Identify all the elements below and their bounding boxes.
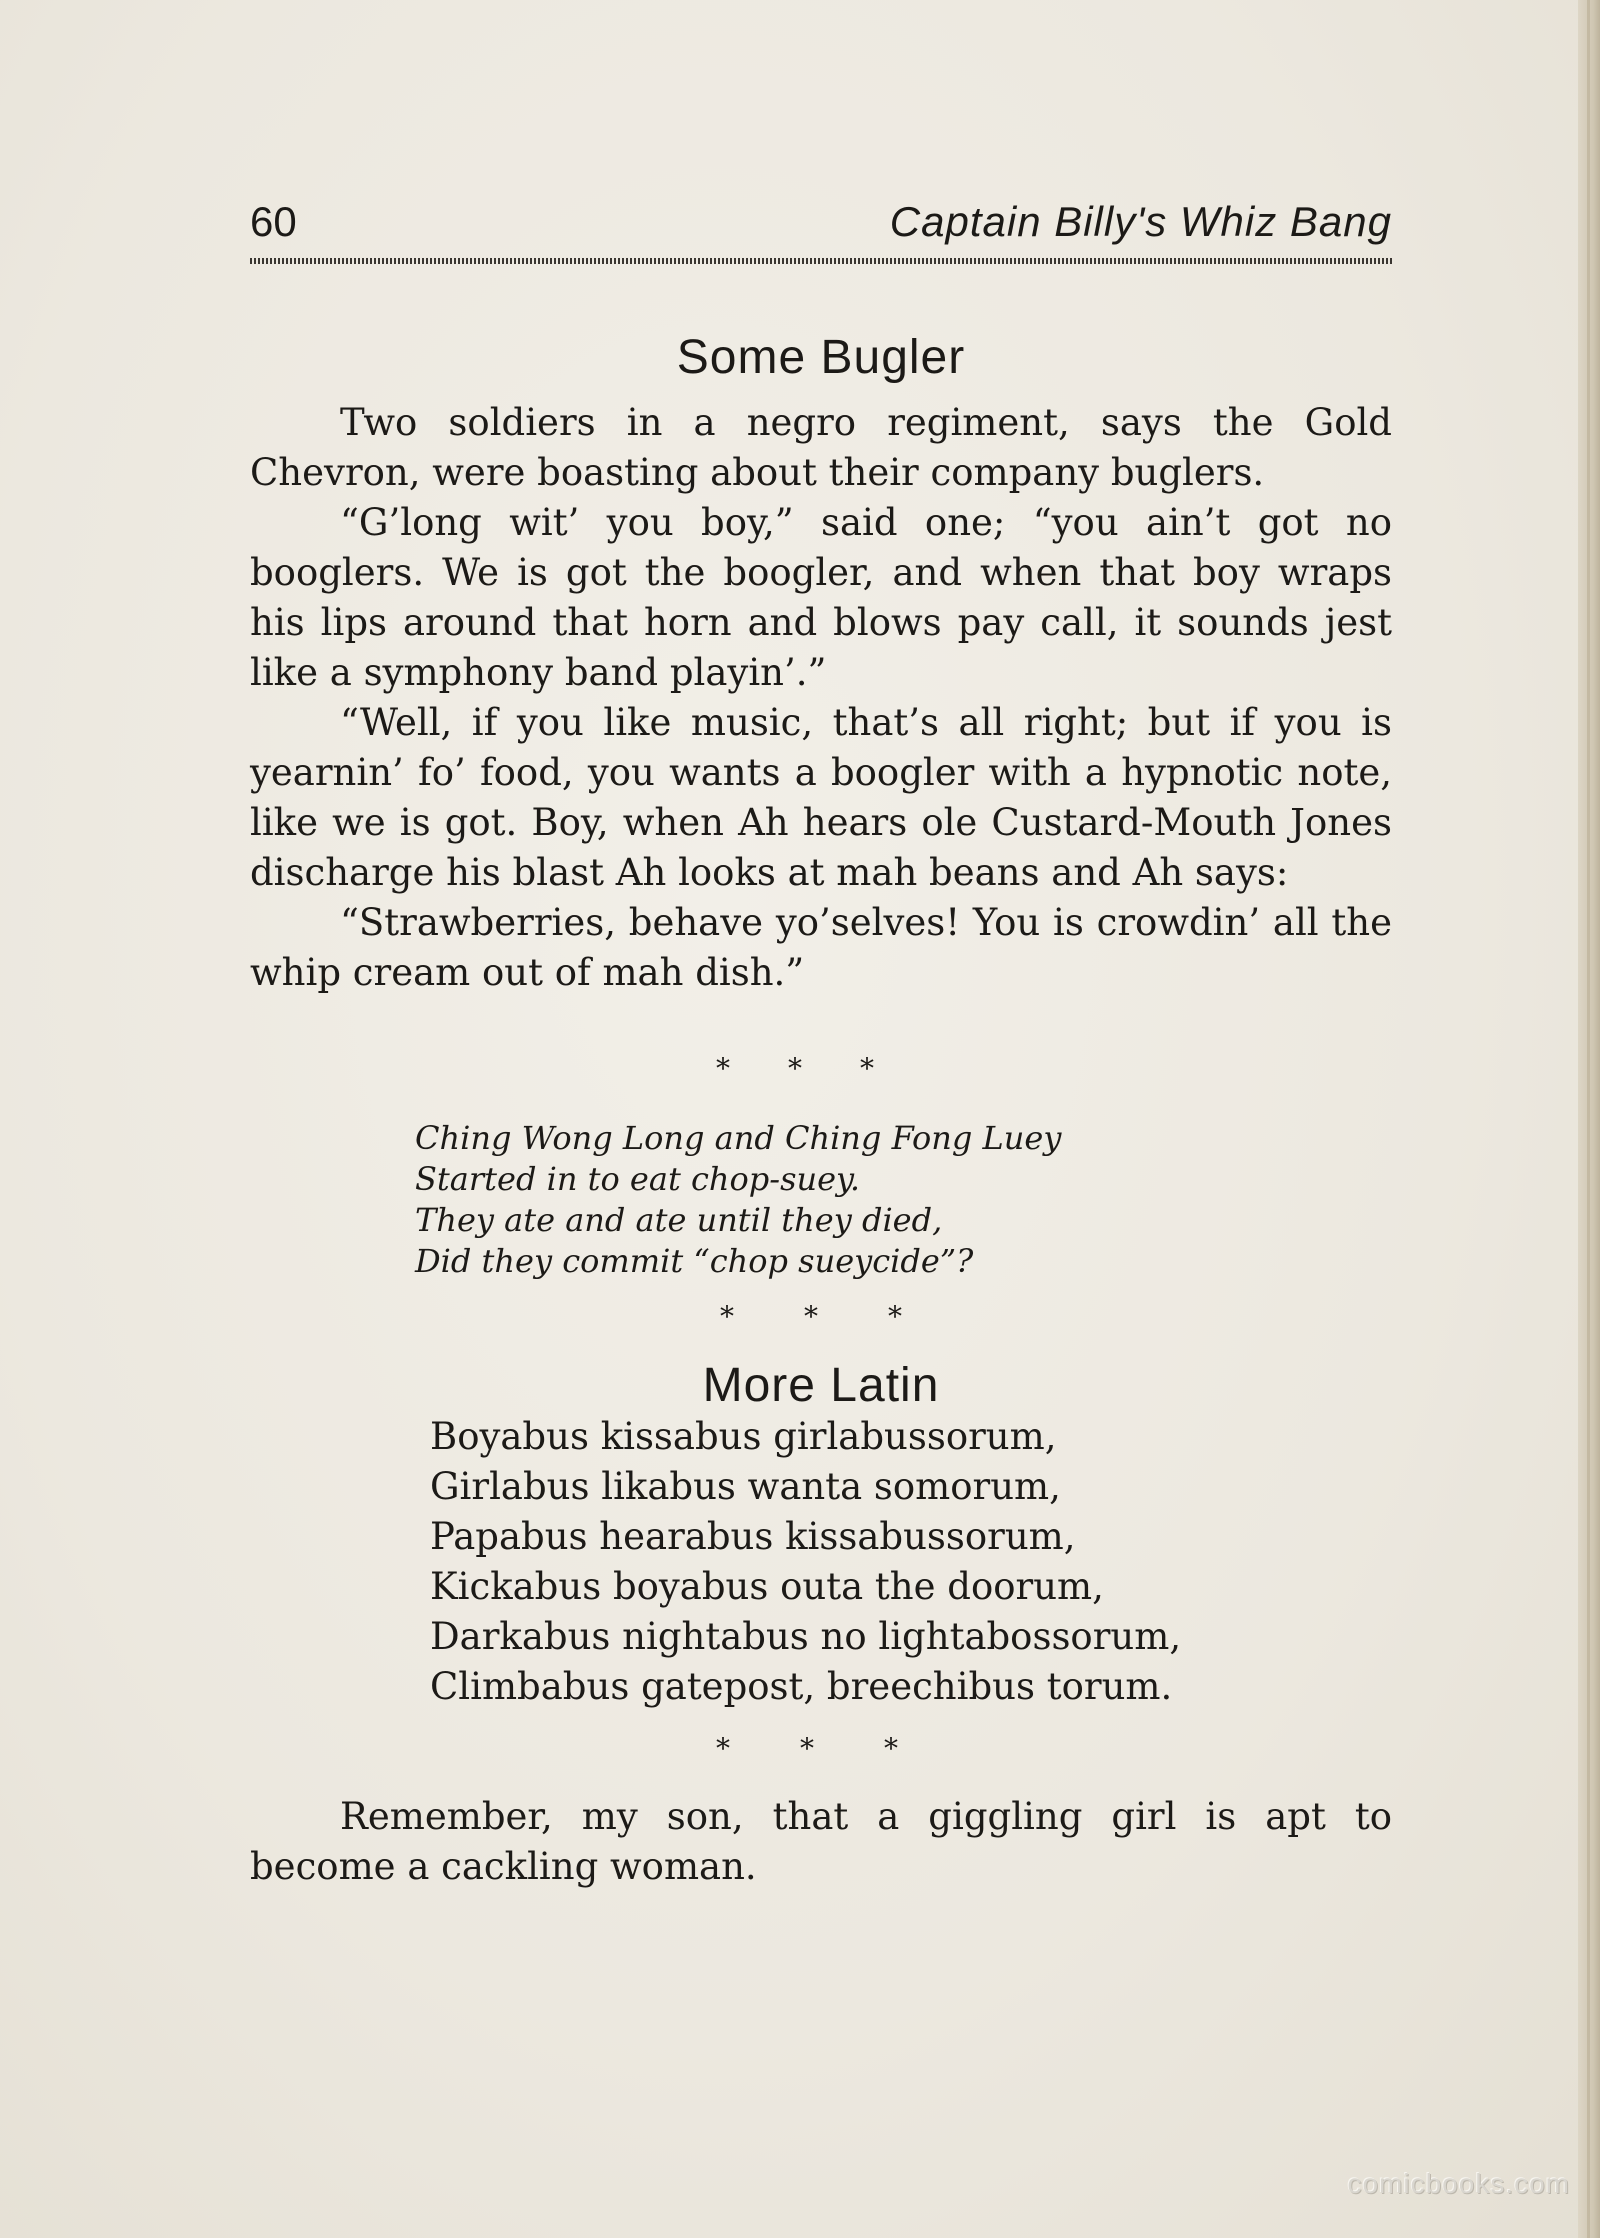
poem-line: Ching Wong Long and Ching Fong Luey <box>415 1119 1062 1157</box>
separator-star: * <box>800 1732 814 1765</box>
latin-line: Girlabus likabus wanta somorum, <box>430 1465 1061 1508</box>
poem-line: Did they commit “chop sueycide”? <box>415 1242 974 1280</box>
separator-star: * <box>888 1300 902 1333</box>
separator-star: * <box>804 1300 818 1333</box>
latin-line: Kickabus boyabus outa the doorum, <box>430 1565 1104 1608</box>
poem-line: They ate and ate until they died, <box>415 1201 943 1239</box>
bugler-story <box>250 398 1392 998</box>
bugler-paragraph: “Well, if you like music, that’s all right; but if you is yearnin’ fo’ food, you wants a boogler with a hypnotic note, like we is got. Boy, when Ah hears ole Custard-Mouth Jones discharge his blast Ah looks at mah beans and Ah says: <box>250 701 1392 894</box>
chop-suey-poem <box>415 1118 1061 1282</box>
separator-star: * <box>716 1052 730 1085</box>
heading-more-latin: More Latin <box>702 1359 940 1412</box>
latin-line: Darkabus nightabus no lightabossorum, <box>430 1615 1182 1658</box>
latin-line: Papabus hearabus kissabussorum, <box>430 1515 1076 1558</box>
separator-star: * <box>716 1732 730 1765</box>
page-edge-line <box>1587 0 1590 2238</box>
bugler-paragraph: Two soldiers in a negro regiment, says the Gold Chevron, were boasting about their company buglers. <box>250 401 1392 494</box>
bugler-paragraph: “Strawberries, behave yo’selves! You is crowdin’ all the whip cream out of mah dish.” <box>250 901 1392 994</box>
bugler-paragraph: “G’long wit’ you boy,” said one; “you ain’t got no booglers. We is got the boogler, and when that boy wraps his lips around that horn and blows pay call, it sounds jest like a symphony band playin’.” <box>250 501 1392 694</box>
latin-verse <box>430 1412 1181 1712</box>
watermark: comicbooks.com <box>1347 2168 1570 2199</box>
latin-line: Climbabus gatepost, breechibus torum. <box>430 1665 1173 1708</box>
poem-line: Started in to eat chop-suey. <box>415 1160 861 1198</box>
header-rule <box>250 258 1392 264</box>
latin-line: Boyabus kissabus girlabussorum, <box>430 1415 1057 1458</box>
running-title: Captain Billy's Whiz Bang <box>889 198 1392 245</box>
heading-some-bugler: Some Bugler <box>676 331 966 384</box>
separator-star: * <box>860 1052 874 1085</box>
separator-star: * <box>788 1052 802 1085</box>
page-header <box>250 198 1392 258</box>
closing-remark <box>250 1792 1392 1892</box>
separator-star: * <box>720 1300 734 1333</box>
page-number: 60 <box>250 198 297 245</box>
closing-paragraph: Remember, my son, that a giggling girl is apt to become a cackling woman. <box>250 1795 1392 1888</box>
separator-star: * <box>884 1732 898 1765</box>
